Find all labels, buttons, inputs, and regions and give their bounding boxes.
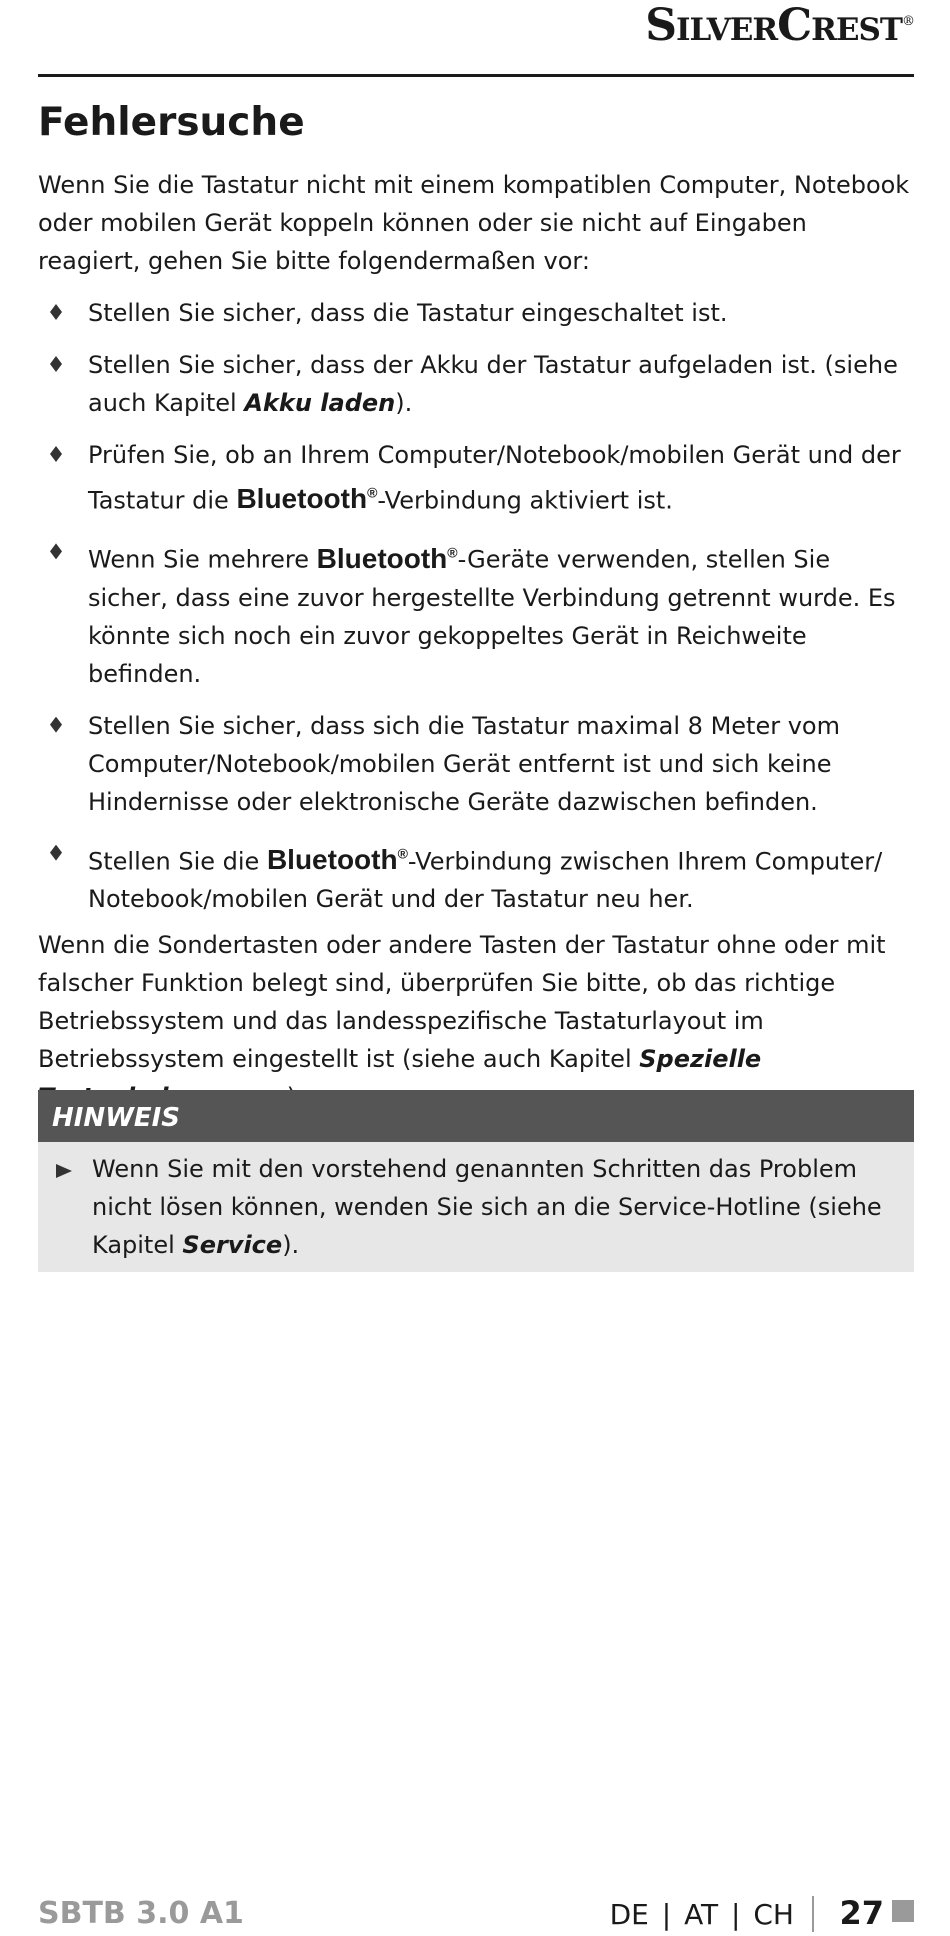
- registered-mark: ®: [367, 485, 378, 501]
- list-item-text-end: -Geräte verwenden, stellen Sie sicher, dass eine zuvor hergestellte Verbindung getrennt wurde. Es könnte sich noch ein zuvor gekoppeltes Gerät in Reichweite befinden.: [88, 545, 896, 688]
- list-item-text-end: -Verbindung aktiviert ist.: [377, 486, 673, 515]
- registered-mark: ®: [447, 544, 458, 561]
- intro-paragraph: Wenn Sie die Tastatur nicht mit einem kompatiblen Computer, Notebook oder mobilen Gerät koppeln können oder sie nicht auf Eingaben reagiert, gehen Sie bitte folgendermaßen vor:: [38, 171, 910, 275]
- brand-registered-mark: ®: [902, 14, 914, 29]
- chapter-reference: Akku laden: [244, 389, 396, 417]
- list-item-text-end: -Verbindung zwischen Ihrem Computer/ Notebook/mobilen Gerät und der Tastatur neu her.: [88, 846, 883, 913]
- page-header: [38, 0, 914, 77]
- page-footer: [38, 1896, 914, 1936]
- brand-name: SilverCrest: [645, 0, 902, 51]
- diamond-bullet-icon: [50, 543, 62, 559]
- brand-logo: [645, 0, 914, 51]
- bluetooth-text: Bluetooth: [316, 542, 448, 574]
- chapter-reference: Spezielle: [639, 1044, 762, 1073]
- page-number: 27: [839, 1894, 884, 1932]
- diamond-bullet-icon: [50, 356, 62, 372]
- list-item-text: Stellen Sie sicher, dass sich die Tastatur maximal 8 Meter vom Computer/Notebook/mobilen Gerät entfernt ist und sich keine Hindernisse oder elektronische Geräte dazwischen befinden.: [88, 711, 840, 816]
- bluetooth-text: Bluetooth: [236, 483, 368, 515]
- chapter-reference: Service: [182, 1231, 283, 1259]
- list-item-text: Stellen Sie die: [88, 846, 267, 875]
- country-codes: DE | AT | CH: [609, 1898, 794, 1931]
- outro-text: Wenn die Sondertasten oder andere Tasten der Tastatur ohne oder mit falscher Funktion belegt sind, überprüfen Sie bitte, ob das richtige Betriebssystem und das landesspezifische Tastaturlayout im Betriebssystem eingestellt ist (siehe auch Kapitel: [38, 930, 886, 1073]
- list-item-text-end: ).: [395, 389, 413, 417]
- list-item: [38, 835, 914, 918]
- list-item-text: Wenn Sie mehrere: [88, 545, 317, 574]
- main-content: [38, 166, 914, 1116]
- hint-text: Wenn Sie mit den vorstehend genannten Schritten das Problem nicht lösen können, wenden Sie sich an die Service-Hotline (siehe Kapitel: [92, 1155, 882, 1259]
- list-item: [38, 533, 914, 692]
- list-item: [38, 707, 914, 821]
- list-item: [38, 346, 914, 422]
- diamond-bullet-icon: [50, 304, 62, 320]
- hint-text-end: ).: [282, 1231, 300, 1259]
- page-title: Fehlersuche: [38, 100, 305, 145]
- bluetooth-text: Bluetooth: [266, 843, 398, 875]
- hint-box: [38, 1090, 914, 1272]
- list-item-text: Stellen Sie sicher, dass der Akku der Tastatur aufgeladen ist. (siehe auch Kapitel: [88, 351, 898, 417]
- list-item-text: Stellen Sie sicher, dass die Tastatur eingeschaltet ist.: [88, 299, 728, 327]
- troubleshooting-list: [38, 294, 914, 918]
- list-item-text: Prüfen Sie, ob an Ihrem Computer/Notebook/mobilen Gerät und der Tastatur die: [88, 441, 901, 515]
- diamond-bullet-icon: [50, 845, 62, 861]
- outro-paragraph: [38, 926, 914, 1116]
- list-item: [38, 294, 914, 332]
- hint-heading: HINWEIS: [38, 1090, 914, 1142]
- model-number: SBTB 3.0 A1: [38, 1896, 244, 1931]
- bluetooth-wordmark: [267, 844, 408, 875]
- bluetooth-wordmark: [317, 543, 458, 574]
- registered-mark: ®: [397, 845, 408, 862]
- diamond-bullet-icon: [50, 717, 62, 733]
- hint-body: [38, 1142, 914, 1272]
- list-item: [38, 436, 914, 519]
- footer-divider: [812, 1896, 814, 1932]
- diamond-bullet-icon: [50, 446, 62, 462]
- page-marker-square: [892, 1900, 914, 1922]
- arrow-right-icon: [56, 1164, 72, 1178]
- bluetooth-wordmark: [236, 483, 377, 514]
